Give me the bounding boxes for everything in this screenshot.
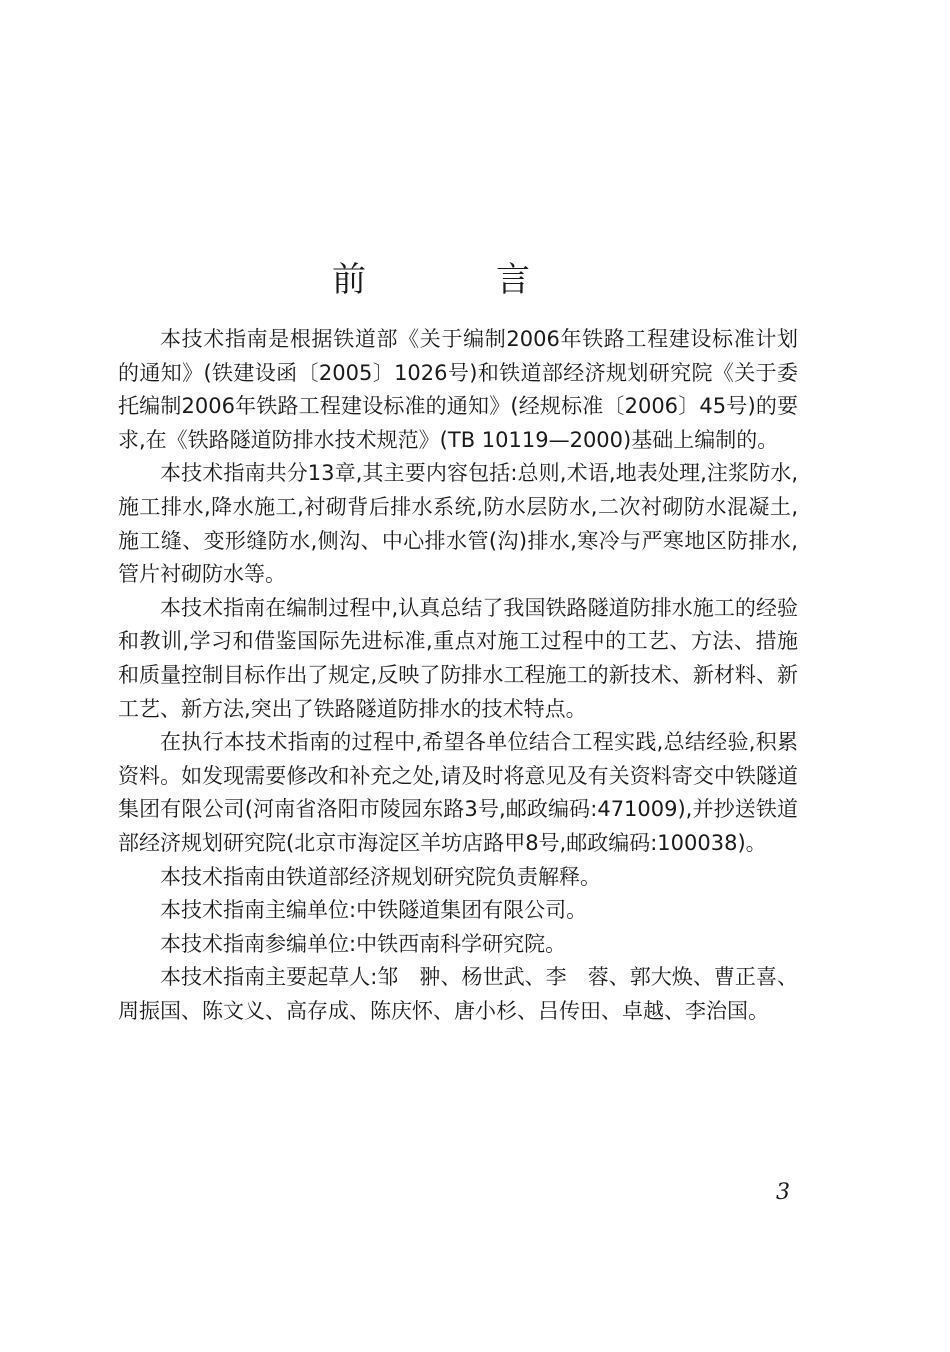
paragraph-interpretation: 本技术指南由铁道部经济规划研究院负责解释。 [160, 864, 601, 889]
paragraph-chief-editor: 本技术指南主编单位:中铁隧道集团有限公司。 [160, 898, 588, 923]
paragraph-feedback: 在执行本技术指南的过程中,希望各单位结合工程实践,总结经验,积累资料。如发现需要修改和补充之处,请及时将意见及有关资料寄交中铁隧道集团有限公司(河南省洛阳市陵园东路3号,邮政编码:471009),并抄送铁道部经济规划研究院(北京市海淀区羊坊店路甲8号,邮政编码:100038)。 [118, 730, 798, 855]
paragraph-basis: 本技术指南是根据铁道部《关于编制2006年铁路工程建设标准计划的通知》(铁建设函〔2005〕1026号)和铁道部经济规划研究院《关于委托编制2006年铁路工程建设标准的通知》(经规标准〔2006〕45号)的要求,在《铁路隧道防排水技术规范》(TB 10119—2000)基础上编制的。 [118, 327, 798, 452]
page-number: 3 [776, 1180, 790, 1205]
page-title: 前 言 [332, 260, 578, 300]
preface-body [118, 323, 798, 1028]
paragraph-process: 本技术指南在编制过程中,认真总结了我国铁路隧道防排水施工的经验和教训,学习和借鉴国际先进标准,重点对施工过程中的工艺、方法、措施和质量控制目标作出了规定,反映了防排水工程施工的新技术、新材料、新工艺、新方法,突出了铁路隧道防排水的技术特点。 [118, 595, 798, 721]
paragraph-contents: 本技术指南共分13章,其主要内容包括:总则,术语,地表处理,注浆防水,施工排水,降水施工,衬砌背后排水系统,防水层防水,二次衬砌防水混凝土,施工缝、变形缝防水,侧沟、中心排水管(沟)排水,寒冷与严寒地区防排水,管片衬砌防水等。 [118, 461, 798, 587]
paragraph-drafters: 本技术指南主要起草人:邹 翀、杨世武、李 蓉、郭大焕、曹正喜、周振国、陈文义、高存成、陈庆怀、唐小杉、吕传田、卓越、李治国。 [118, 965, 798, 1023]
paragraph-co-editor: 本技术指南参编单位:中铁西南科学研究院。 [160, 931, 567, 956]
